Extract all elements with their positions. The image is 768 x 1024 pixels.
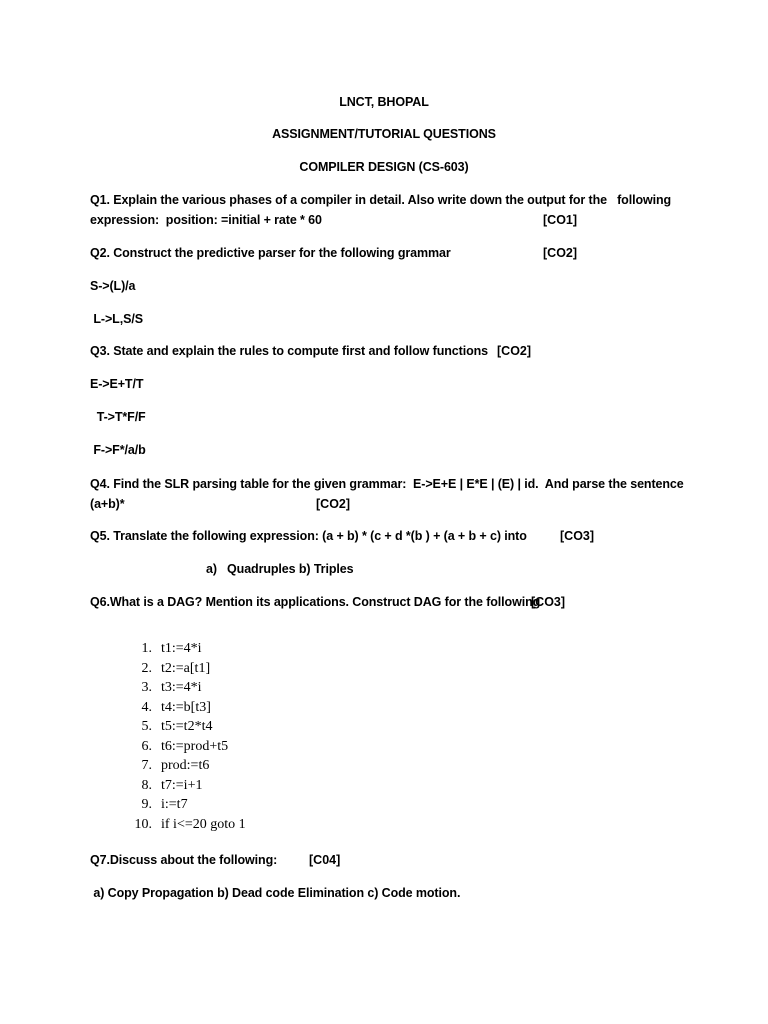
document-type-heading: ASSIGNMENT/TUTORIAL QUESTIONS [272, 127, 496, 141]
code-step: t3:=4*i [161, 680, 202, 695]
code-step: if i<=20 goto 1 [161, 816, 246, 832]
q5-text: Q5. Translate the following expression: (a + b) * (c + d *(b ) + (a + b + c) into [90, 529, 527, 543]
q5-course-outcome: [CO3] [560, 529, 595, 543]
q5-subparts: a) Quadruples b) Triples [206, 562, 354, 576]
code-step-number: 3. [141, 680, 152, 695]
code-step-number: 8. [141, 777, 152, 793]
code-step-number: 5. [141, 719, 152, 734]
q3-grammar-rule-3: F->F*/a/b [90, 443, 146, 457]
institution-heading: LNCT, BHOPAL [339, 95, 429, 109]
code-step-number: 2. [141, 660, 152, 676]
code-step: prod:=t6 [161, 758, 210, 773]
q3-grammar-rule-1: E->E+T/T [90, 377, 144, 391]
code-step: t4:=b[t3] [161, 699, 211, 715]
subject-heading: COMPILER DESIGN (CS-603) [299, 160, 469, 174]
code-step-number: 9. [141, 797, 152, 812]
q1-line-1: Q1. Explain the various phases of a compiler in detail. Also write down the output for the following [90, 193, 672, 207]
code-step-number: 7. [141, 758, 152, 773]
q2-grammar-rule-2: L->L,S/S [90, 312, 143, 326]
code-step-number: 6. [141, 738, 152, 754]
code-step: t1:=4*i [161, 641, 202, 656]
q4-line-1: Q4. Find the SLR parsing table for the given grammar: E->E+E | E*E | (E) | id. And parse the sentence [90, 477, 684, 491]
q7-text: Q7.Discuss about the following: [90, 853, 278, 867]
q6-text: Q6.What is a DAG? Mention its applications. Construct DAG for the following [90, 595, 541, 609]
q7-course-outcome: [C04] [309, 853, 341, 867]
code-step: t2:=a[t1] [161, 660, 211, 676]
code-step-number: 10. [134, 816, 152, 832]
code-step: t6:=prod+t5 [161, 738, 229, 754]
code-step: t5:=t2*t4 [161, 719, 213, 734]
q4-course-outcome: [CO2] [316, 497, 351, 511]
q6-course-outcome: [CO3] [531, 595, 566, 609]
q2-grammar-rule-1: S->(L)/a [90, 279, 136, 293]
q4-line-2: (a+b)* [90, 497, 125, 511]
q2-course-outcome: [CO2] [543, 246, 578, 260]
q3-grammar-rule-2: T->T*F/F [90, 410, 146, 424]
code-step-number: 4. [141, 699, 152, 715]
code-step: t7:=i+1 [161, 777, 203, 793]
q2-text: Q2. Construct the predictive parser for the following grammar [90, 246, 451, 260]
q1-course-outcome: [CO1] [543, 213, 578, 227]
q3-course-outcome: [CO2] [497, 344, 532, 358]
q3-text: Q3. State and explain the rules to compute first and follow functions [90, 344, 489, 358]
q1-line-2: expression: position: =initial + rate * 60 [90, 213, 322, 227]
code-step: i:=t7 [161, 797, 188, 812]
q7-subparts: a) Copy Propagation b) Dead code Elimination c) Code motion. [90, 886, 461, 900]
code-step-number: 1. [141, 641, 152, 656]
